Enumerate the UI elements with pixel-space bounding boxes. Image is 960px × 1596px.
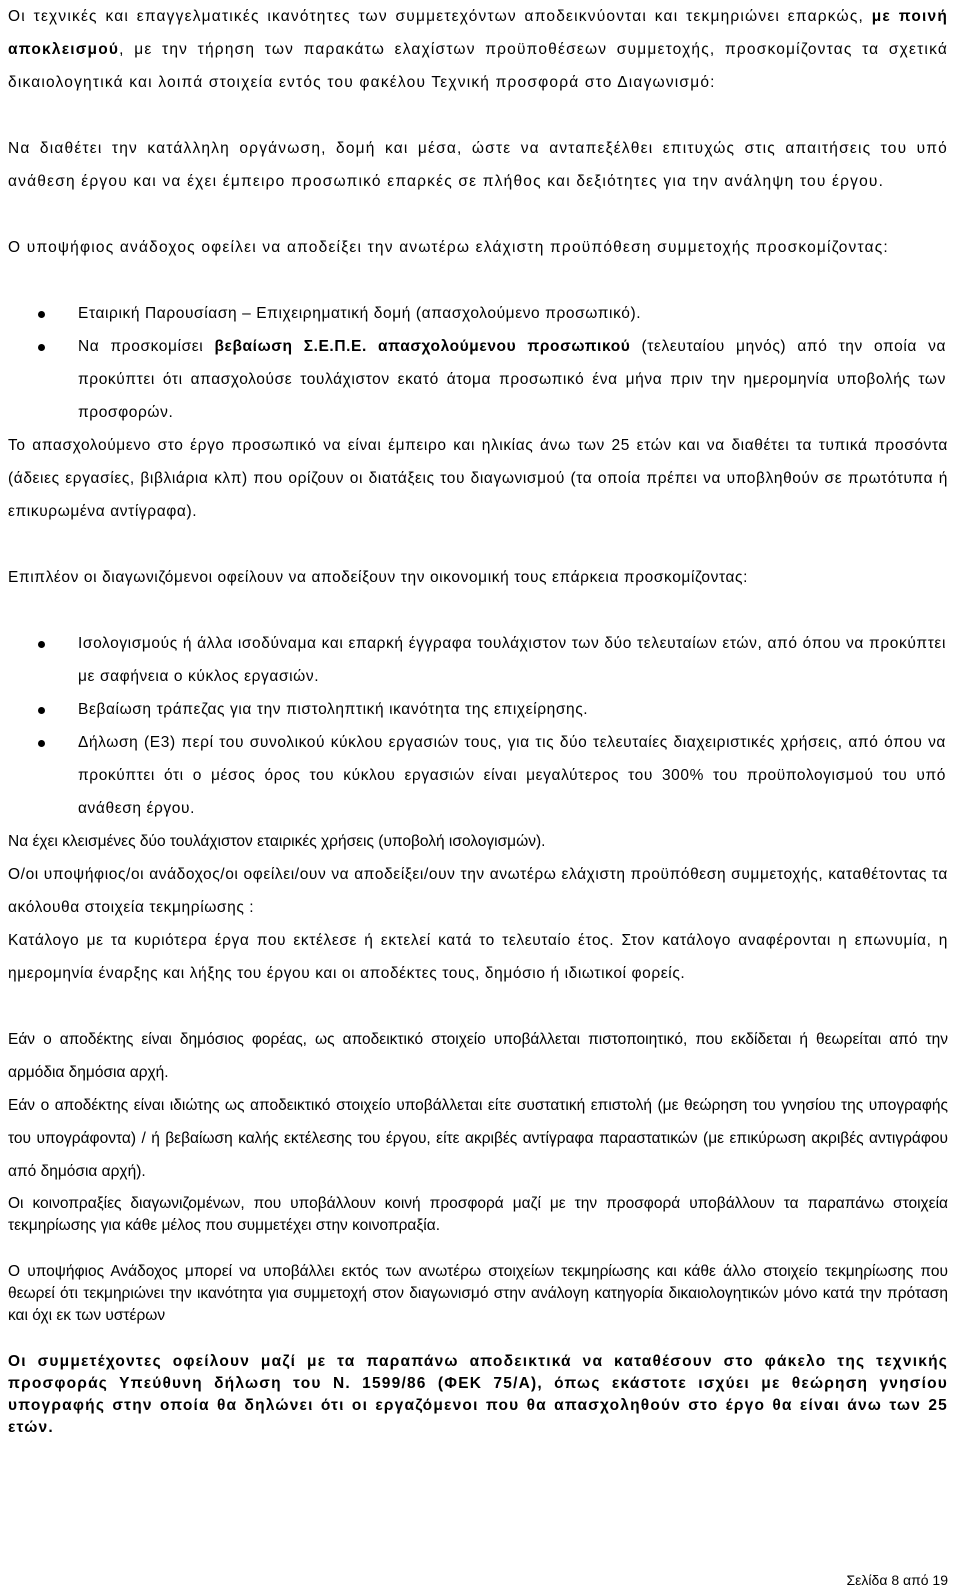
paragraph-personnel: Το απασχολούμενο στο έργο προσωπικό να είναι έμπειρο και ηλικίας άνω των 25 ετών και να διαθέτει τα τυπικά προσόντα (άδειες εργασίες, βιβλιάρια κλπ) που ορίζουν οι διατάξεις του διαγωνισμού (τα οποία πρέπει να υποβληθούν σε πρωτότυπα ή επικυρωμένα αντίγραφα). xyxy=(8,437,948,520)
bullet-icon xyxy=(38,311,45,318)
paragraph-project-list: Κατάλογο με τα κυριότερα έργα που εκτέλεσε ή εκτελεί κατά το τελευταίο έτος. Στον κατάλογο αναφέρονται η επωνυμία, η ημερομηνία έναρξης και λήξης του έργου και οι αποδέκτες τους, δημόσιο ή ιδιωτικοί φορείς. xyxy=(8,932,948,982)
bullet-text: Ισολογισμούς ή άλλα ισοδύναμα και επαρκή έγγραφα τουλάχιστον των δύο τελευταίων ετών, από όπου να προκύπτει με σαφήνεια ο κύκλος εργασιών. xyxy=(78,635,946,685)
page-number: Σελίδα 8 από 19 xyxy=(846,1572,948,1588)
paragraph-technical-capacity xyxy=(8,0,948,99)
paragraph-financial: Επιπλέον οι διαγωνιζόμενοι οφείλουν να αποδείξουν την οικονομική τους επάρκεια προσκομίζοντας: xyxy=(8,569,748,586)
paragraph-additional-evidence: Ο υποψήφιος Ανάδοχος μπορεί να υποβάλλει εκτός των ανωτέρω στοιχείων τεκμηρίωσης και κάθε άλλο στοιχείο τεκμηρίωσης που θεωρεί ότι τεκμηριώνει την ικανότητα για συμμετοχή στον διαγωνισμό στην ανάλογη κατηγορία δικαιολογητικών μόνο κατά την πρόταση και όχι εκ των υστέρων xyxy=(8,1263,948,1324)
bullet-item xyxy=(38,330,946,429)
paragraph-documentation: Ο/οι υποψήφιος/οι ανάδοχος/οι οφείλει/ουν να αποδείξει/ουν την ανωτέρω ελάχιστη προϋπόθεση συμμετοχής, καταθέτοντας τα ακόλουθα στοιχεία τεκμηρίωσης : xyxy=(8,866,948,916)
paragraph-text: Οι τεχνικές και επαγγελματικές ικανότητες των συμμετεχόντων αποδεικνύονται και τεκμηριώνει επαρκώς, xyxy=(8,8,872,25)
paragraph-proof-requirement: Ο υποψήφιος ανάδοχος οφείλει να αποδείξει την ανωτέρω ελάχιστη προϋπόθεση συμμετοχής προσκομίζοντας: xyxy=(8,239,889,256)
bullet-icon xyxy=(38,344,45,351)
bullet-item xyxy=(38,693,946,726)
bold-text: βεβαίωση Σ.Ε.Π.Ε. απασχολούμενου προσωπικού xyxy=(214,338,631,355)
bullet-icon xyxy=(38,740,45,747)
bullet-icon xyxy=(38,707,45,714)
bold-text: με ποινή αποκλεισμού xyxy=(8,8,949,58)
paragraph-organization: Να διαθέτει την κατάλληλη οργάνωση, δομή και μέσα, ώστε να ανταπεξέλθει επιτυχώς στις απαιτήσεις του υπό ανάθεση έργου και να έχει έμπειρο προσωπικό επαρκές σε πλήθος και δεξιότητες για την ανάληψη του έργου. xyxy=(8,140,948,190)
bullet-text: Δήλωση (Ε3) περί του συνολικού κύκλου εργασιών τους, για τις δύο τελευταίες διαχειριστικές χρήσεις, από όπου να προκύπτει ότι ο μέσος όρος του κύκλου εργασιών είναι μεγαλύτερος του 300% του προϋπολογισμού του υπό ανάθεση έργου. xyxy=(78,734,946,817)
bullet-item xyxy=(38,627,946,693)
bullet-text: Βεβαίωση τράπεζας για την πιστοληπτική ικανότητα της επιχείρησης. xyxy=(78,701,589,718)
bullet-item xyxy=(38,726,946,825)
bullet-text xyxy=(78,330,946,429)
bullet-text-part: Να προσκομίσει xyxy=(78,338,215,355)
paragraph-solemn-declaration: Οι συμμετέχοντες οφείλουν μαζί με τα παραπάνω αποδεικτικά να καταθέσουν στο φάκελο της τεχνικής προσφοράς Υπεύθυνη δήλωση του Ν. 1599/86 (ΦΕΚ 75/Α), όπως εκάστοτε ισχύει με θεώρηση γνησίου υπογραφής στην οποία θα δηλώνει ότι οι εργαζόμενοι που θα απασχοληθούν στο έργο θα είναι άνω των 25 ετών. xyxy=(8,1353,948,1436)
paragraph-fiscal-years: Να έχει κλεισμένες δύο τουλάχιστον εταιρικές χρήσεις (υποβολή ισολογισμών). xyxy=(8,833,546,850)
paragraph-text: , με την τήρηση των παρακάτω ελαχίστων προϋποθέσεων συμμετοχής, προσκομίζοντας τα σχετικά δικαιολογητικά και λοιπά στοιχεία εντός του φακέλου Τεχνική προσφορά στο Διαγωνισμό: xyxy=(8,41,948,91)
bullet-item xyxy=(38,297,946,330)
paragraph-public-recipient: Εάν ο αποδέκτης είναι δημόσιος φορέας, ως αποδεικτικό στοιχείο υποβάλλεται πιστοποιητικό, που εκδίδεται ή θεωρείται από την αρμόδια δημόσια αρχή. xyxy=(8,1031,948,1081)
bullet-text: Εταιρική Παρουσίαση – Επιχειρηματική δομή (απασχολούμενο προσωπικό). xyxy=(78,305,642,322)
bullet-text-part: (τελευταίου μηνός) από την οποία να προκύπτει ότι απασχολούσε τουλάχιστον εκατό άτομα προσωπικό ένα μήνα πριν την ημερομηνία υποβολής των προσφορών. xyxy=(78,338,947,421)
bullet-icon xyxy=(38,641,45,648)
paragraph-joint-ventures: Οι κοινοπραξίες διαγωνιζομένων, που υποβάλλουν κοινή προσφορά μαζί με την προσφορά υποβάλλουν τα παραπάνω στοιχεία τεκμηρίωσης για κάθε μέλος που συμμετέχει στην κοινοπραξία. xyxy=(8,1195,948,1234)
paragraph-private-recipient: Εάν ο αποδέκτης είναι ιδιώτης ως αποδεικτικό στοιχείο υποβάλλεται είτε συστατική επιστολή (με θεώρηση του γνησίου της υπογραφής του υπογράφοντα) / ή βεβαίωση καλής εκτέλεσης του έργου, είτε ακριβές αντίγραφα παραστατικών (με επικύρωση ακριβές αντιγράφου από δημόσια αρχή). xyxy=(8,1097,948,1180)
